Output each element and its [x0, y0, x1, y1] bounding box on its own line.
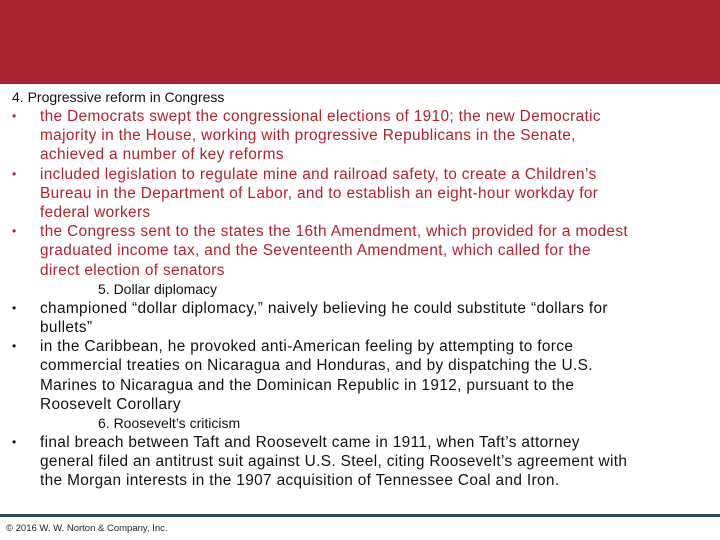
- bullet-line: Roosevelt Corollary: [40, 395, 181, 413]
- footer-divider: [0, 514, 720, 517]
- bullet-line: final breach between Taft and Roosevelt came in 1911, when Taft’s attorney: [40, 434, 580, 452]
- bullet-icon: •: [12, 109, 17, 123]
- bullet-line: the Democrats swept the congressional elections of 1910; the new Democratic: [40, 108, 601, 125]
- bullet-line: Marines to Nicaragua and the Dominican Republic in 1912, pursuant to the: [40, 376, 575, 394]
- bullet-line: in the Caribbean, he provoked anti-American feeling by attempting to force: [40, 338, 574, 356]
- bullet-icon: •: [12, 300, 17, 315]
- bullet-line: bullets”: [40, 319, 93, 337]
- bullet-item: [0, 107, 720, 165]
- section-heading: 6. Roosevelt’s criticism: [98, 415, 241, 432]
- section-heading: 4. Progressive reform in Congress: [12, 89, 225, 105]
- bullet-line: general filed an antitrust suit against U.S. Steel, citing Roosevelt’s agreement with: [40, 453, 628, 471]
- bullet-line: commercial treaties on Nicaragua and Honduras, and by dispatching the U.S.: [40, 357, 593, 375]
- bullet-line: the Congress sent to the states the 16th Amendment, which provided for a modest: [40, 223, 629, 241]
- section-heading: 5. Dollar diplomacy: [98, 280, 218, 297]
- bullet-line: achieved a number of key reforms: [40, 146, 284, 164]
- slide-content: [0, 88, 720, 491]
- bullet-item: [0, 433, 720, 491]
- bullet-icon: •: [12, 435, 17, 450]
- bullet-line: included legislation to regulate mine and railroad safety, to create a Children’s: [40, 165, 597, 183]
- bullet-line: direct election of senators: [40, 261, 225, 279]
- bullet-item: [0, 299, 720, 337]
- bullet-line: graduated income tax, and the Seventeenth Amendment, which called for the: [40, 242, 591, 260]
- bullet-line: championed “dollar diplomacy,” naively believing he could substitute “dollars for: [40, 299, 608, 317]
- bullet-line: Bureau in the Department of Labor, and to establish an eight-hour workday for: [40, 184, 599, 202]
- bullet-icon: •: [12, 166, 17, 181]
- bullet-icon: •: [12, 224, 17, 239]
- header-banner: [0, 0, 720, 84]
- bullet-icon: •: [12, 339, 17, 354]
- bullet-item: [0, 165, 720, 223]
- bullet-item: [0, 222, 720, 280]
- bullet-item: [0, 337, 720, 414]
- copyright-footer: © 2016 W. W. Norton & Company, Inc.: [6, 523, 168, 534]
- bullet-line: the Morgan interests in the 1907 acquisition of Tennessee Coal and Iron.: [40, 472, 560, 490]
- bullet-line: majority in the House, working with progressive Republicans in the Senate,: [40, 127, 576, 145]
- bullet-line: federal workers: [40, 204, 151, 222]
